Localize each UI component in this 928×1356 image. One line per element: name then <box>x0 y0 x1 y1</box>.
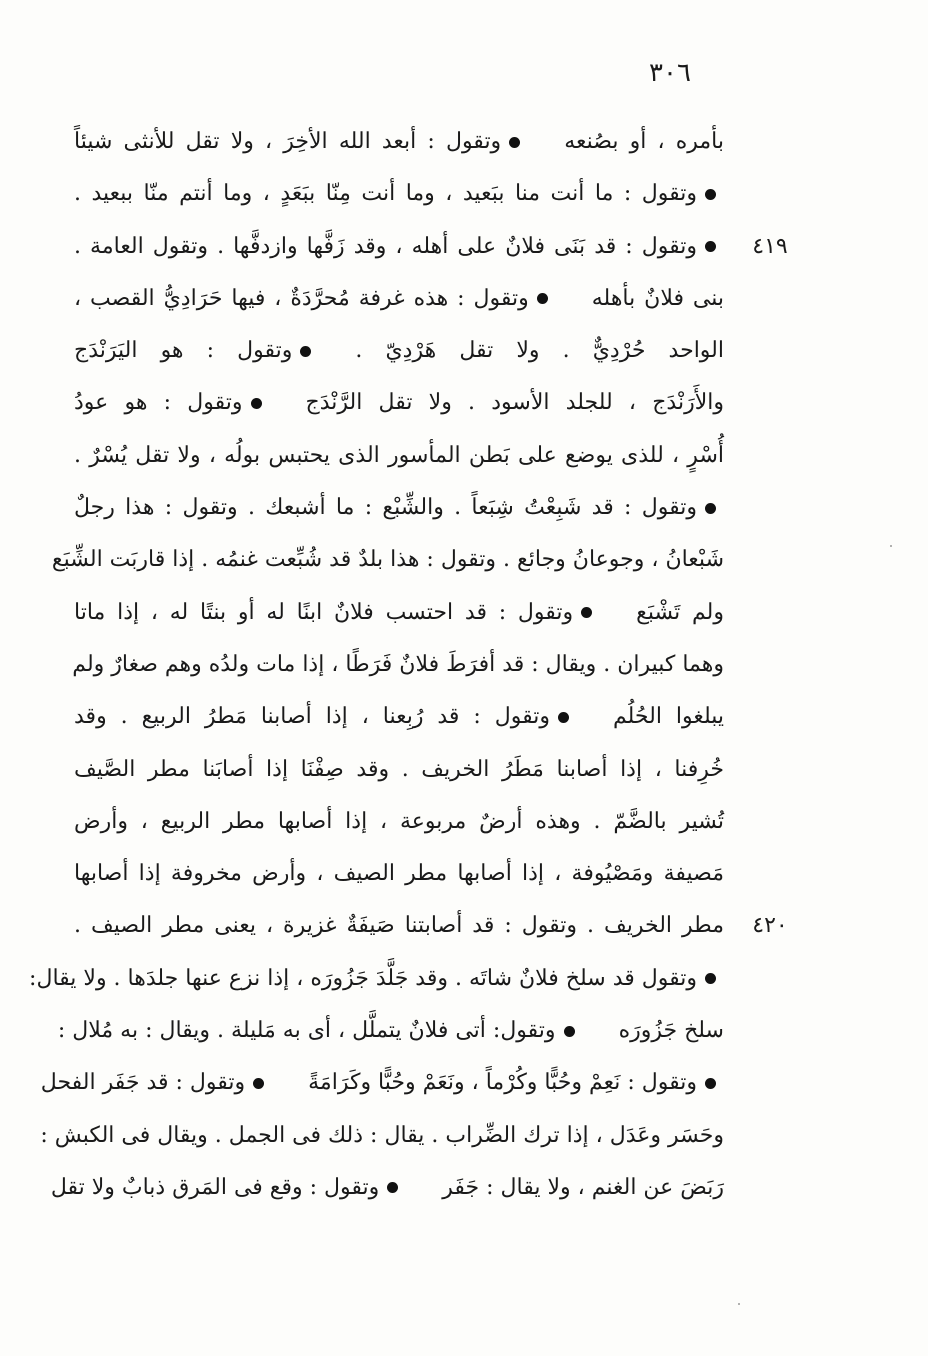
line-segment: وتقول : أبعد الله الأخِرَ ، ولا تقل للأنثى شيئاً <box>74 129 502 154</box>
text-line <box>74 221 724 273</box>
line-segment: تُشير بالضَّمّ . وهذه أرضٌ مربوعة ، إذا أصابها مطر الربيع ، وأرض <box>74 808 724 834</box>
text-line <box>40 1057 724 1109</box>
line-segment: وتقول : هو اليَرَنْدَج <box>74 338 293 364</box>
text-line <box>74 900 724 952</box>
text-line <box>74 482 724 534</box>
line-segment: وتقول : وقع فى المَرق ذبابٌ ولا تقل <box>50 1174 380 1200</box>
line-segment: وتقول : قد بَنَى فلانٌ على أهله ، وقد زَفَّها وازدفَّها . وتقول العامة . <box>74 233 697 259</box>
text-line <box>29 953 724 1005</box>
line-segment: مطر الخريف . وتقول : قد أصابتنا صَيفَةٌ غزيرة ، يعنى مطر الصيف . <box>74 913 724 939</box>
bullet-icon <box>253 1078 264 1089</box>
bullet-icon <box>300 346 311 357</box>
bullet-icon <box>705 973 716 984</box>
bullet-icon <box>537 293 548 304</box>
line-segment: وتقول : قد رُبِعنا ، إذا أصابنا مَطرُ الربيع . وقد <box>74 704 550 730</box>
line-segment: وتقول : نَعِمْ وحُبًّا وكُرْماً ، ونَعَمْ وحُبًّا وكَرَامَةً <box>308 1070 697 1096</box>
text-line <box>50 1162 724 1214</box>
line-segment: وتقول : هذه غرفة مُحرَّدَةٌ ، فيها حَرَادِيُّ القصب ، <box>74 285 529 311</box>
bullet-icon <box>509 137 520 148</box>
line-segment: وتقول قد سلخ فلانٌ شاتَه . وقد جَلَّدَ جَزُورَه ، إذا نزع عنها جلدَها . ولا يقال: <box>29 965 697 991</box>
text-line <box>74 639 724 691</box>
bullet-icon <box>705 1078 716 1089</box>
text-body <box>29 116 725 1214</box>
line-segment: رَبَضَ عن الغنم ، ولا يقال : جَفَر <box>442 1174 724 1200</box>
line-segment: وتقول : هو عودُ <box>74 390 243 416</box>
bullet-icon <box>581 607 592 618</box>
bullet-icon <box>564 1026 575 1037</box>
bullet-icon <box>705 503 716 514</box>
text-line <box>40 1110 724 1162</box>
text-line <box>51 534 724 586</box>
line-segment: وحَسَر وعَدَل ، إذا ترك الضِّراب . يقال : ذلك فى الجمل . ويقال فى الكبش : <box>40 1122 724 1148</box>
text-line <box>74 848 724 900</box>
line-segment: مَصيفة ومَصْيُوفة ، إذا أصابها مطر الصيف ، وأرض مخروفة إذا أصابها <box>74 861 724 887</box>
text-line <box>57 1005 724 1057</box>
line-segment: بأمره ، أو بصُنعه <box>564 129 724 154</box>
bullet-icon <box>705 241 716 252</box>
line-segment: وتقول : قد احتسب فلانٌ ابنًا له أو بنتًا له ، إذا ماتا <box>74 599 574 625</box>
bullet-icon <box>558 712 569 723</box>
line-segment: وتقول : ما أنت منا ببَعيد ، وما أنت مِنّا ببَعَدٍ ، وما أنتم منّا ببعيد . <box>74 181 697 207</box>
text-line <box>74 377 724 429</box>
margin-number: ٤٢٠ <box>752 913 788 938</box>
line-segment: سلخ جَزُورَه <box>618 1018 724 1044</box>
line-segment: خُرِفنا ، إذا أصابنا مَطَرُ الخريف . وقد صِفْنَا إذا أصابَنا مطر الصَّيف <box>74 756 724 782</box>
line-segment: الواحد حُرْدِيٌّ . ولا تقل هَرْدِيّ . <box>355 338 724 364</box>
line-segment: وتقول : قد شَبِعْتُ شِبَعاً . والشِّبْع : ما أشبعك . وتقول : هذا رجلٌ <box>74 495 697 521</box>
line-segment: ولم تَشْبَع <box>636 599 724 625</box>
text-line <box>74 691 724 743</box>
text-line <box>74 273 724 325</box>
text-line <box>74 168 724 220</box>
text-line <box>74 430 724 482</box>
text-line <box>74 325 724 377</box>
text-line <box>74 744 724 796</box>
line-segment: بنى فلانٌ بأهله <box>591 285 724 311</box>
line-segment: أُسْرٍ ، للذى يوضع على بَطن المأسور الذى يحتبس بولُه ، ولا تقل يُسْرٌ . <box>74 442 724 468</box>
bullet-icon <box>705 189 716 200</box>
line-segment: شَبْعانُ ، وجوعانُ وجائع . وتقول : هذا بلدٌ قد شُبِّعت غنمُه . إذا قاربَت الشِّبَع <box>51 547 724 573</box>
margin-number: ٤١٩ <box>752 234 788 259</box>
line-segment: وتقول: أتى فلانٌ يتملَّل ، أى به مَليلة . ويقال : به مُلال : <box>57 1018 556 1044</box>
text-line <box>74 796 724 848</box>
text-line <box>74 587 724 639</box>
bullet-icon <box>387 1182 398 1193</box>
page-number: ٣٠٦ <box>649 58 691 88</box>
line-segment: وتقول : قد جَفَر الفحل <box>40 1070 246 1096</box>
line-segment: يبلغوا الحُلُم <box>612 704 725 730</box>
text-line <box>74 116 724 168</box>
bullet-icon <box>251 398 262 409</box>
line-segment: والأَرَنْدَج ، للجلد الأسود . ولا تقل الرَّنْدَج <box>305 390 725 416</box>
line-segment: وهما كبيران . ويقال : قد أفرَطَ فلانٌ فَرَطًا ، إذا مات ولدُه وهم صغارٌ ولم <box>72 651 724 677</box>
